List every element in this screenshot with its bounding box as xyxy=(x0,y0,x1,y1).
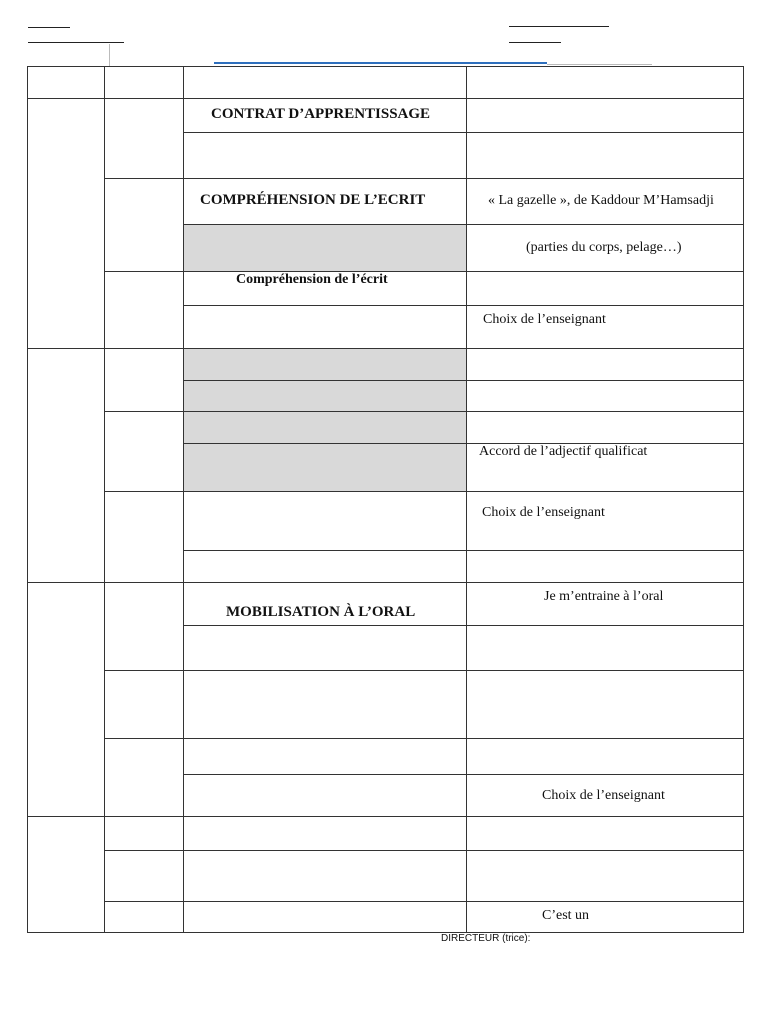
table-cell xyxy=(183,550,467,583)
table-cell xyxy=(104,582,184,671)
table-cell xyxy=(466,271,744,306)
table-cell xyxy=(466,670,744,739)
accord-text: Accord de l’adjectif qualificat xyxy=(479,444,648,459)
table-cell xyxy=(104,670,184,739)
choix-enseignant-text: Choix de l’enseignant xyxy=(483,312,606,327)
table-cell xyxy=(466,380,744,412)
table-cell xyxy=(466,98,744,133)
table-cell xyxy=(466,348,744,381)
texte-support: « La gazelle », de Kaddour M’Hamsadji xyxy=(488,193,714,208)
directeur-label: DIRECTEUR (trice): xyxy=(441,933,531,944)
table-cell xyxy=(27,348,105,583)
table-cell xyxy=(183,774,467,817)
table-cell xyxy=(104,491,184,583)
header-line xyxy=(28,42,124,43)
table-cell xyxy=(466,550,744,583)
table-cell xyxy=(183,625,467,671)
header-line xyxy=(509,42,561,43)
table-cell xyxy=(183,816,467,851)
mobilisation-heading: MOBILISATION À L’ORAL xyxy=(226,604,416,620)
table-cell xyxy=(466,491,744,551)
table-cell xyxy=(466,66,744,99)
choix-enseignant-text: Choix de l’enseignant xyxy=(482,505,605,520)
cest-un-text: C’est un xyxy=(542,908,590,923)
table-cell xyxy=(104,66,184,99)
table-cell xyxy=(466,850,744,902)
table-cell xyxy=(104,738,184,817)
header-blue-line xyxy=(214,62,547,64)
table-cell xyxy=(104,178,184,272)
table-cell xyxy=(466,625,744,671)
table-cell xyxy=(183,670,467,739)
choix-enseignant-text: Choix de l’enseignant xyxy=(542,788,665,803)
table-cell-shaded xyxy=(183,224,467,272)
table-cell xyxy=(27,66,105,99)
table-cell-shaded xyxy=(183,443,467,492)
table-cell xyxy=(27,582,105,817)
entraine-text: Je m’entraine à l’oral xyxy=(544,589,664,604)
table-cell xyxy=(183,132,467,179)
table-cell xyxy=(104,411,184,492)
table-cell xyxy=(466,901,744,933)
table-cell xyxy=(27,98,105,349)
comprehension-subheading: Compréhension de l’écrit xyxy=(236,272,388,287)
table-cell xyxy=(466,411,744,444)
table-cell xyxy=(104,816,184,851)
comprehension-heading: COMPRÉHENSION DE L’ECRIT xyxy=(200,192,426,208)
table-cell xyxy=(183,66,467,99)
header-line xyxy=(509,26,609,27)
header-line xyxy=(28,27,70,28)
table-cell xyxy=(104,901,184,933)
table-cell xyxy=(183,738,467,775)
table-cell-shaded xyxy=(183,411,467,444)
table-cell xyxy=(104,850,184,902)
header-gray-line xyxy=(547,64,652,65)
table-cell xyxy=(466,738,744,775)
table-cell xyxy=(104,271,184,349)
table-cell xyxy=(183,901,467,933)
table-cell xyxy=(466,132,744,179)
table-cell-shaded xyxy=(183,380,467,412)
table-cell xyxy=(27,816,105,933)
table-cell xyxy=(104,98,184,179)
header-divider xyxy=(109,44,110,66)
table-cell xyxy=(183,850,467,902)
parties-text: (parties du corps, pelage…) xyxy=(526,240,682,255)
table-cell xyxy=(183,491,467,551)
table-cell xyxy=(104,348,184,412)
table-cell xyxy=(466,816,744,851)
table-cell xyxy=(183,305,467,349)
contrat-heading: CONTRAT D’APPRENTISSAGE xyxy=(211,106,431,122)
table-cell-shaded xyxy=(183,348,467,381)
